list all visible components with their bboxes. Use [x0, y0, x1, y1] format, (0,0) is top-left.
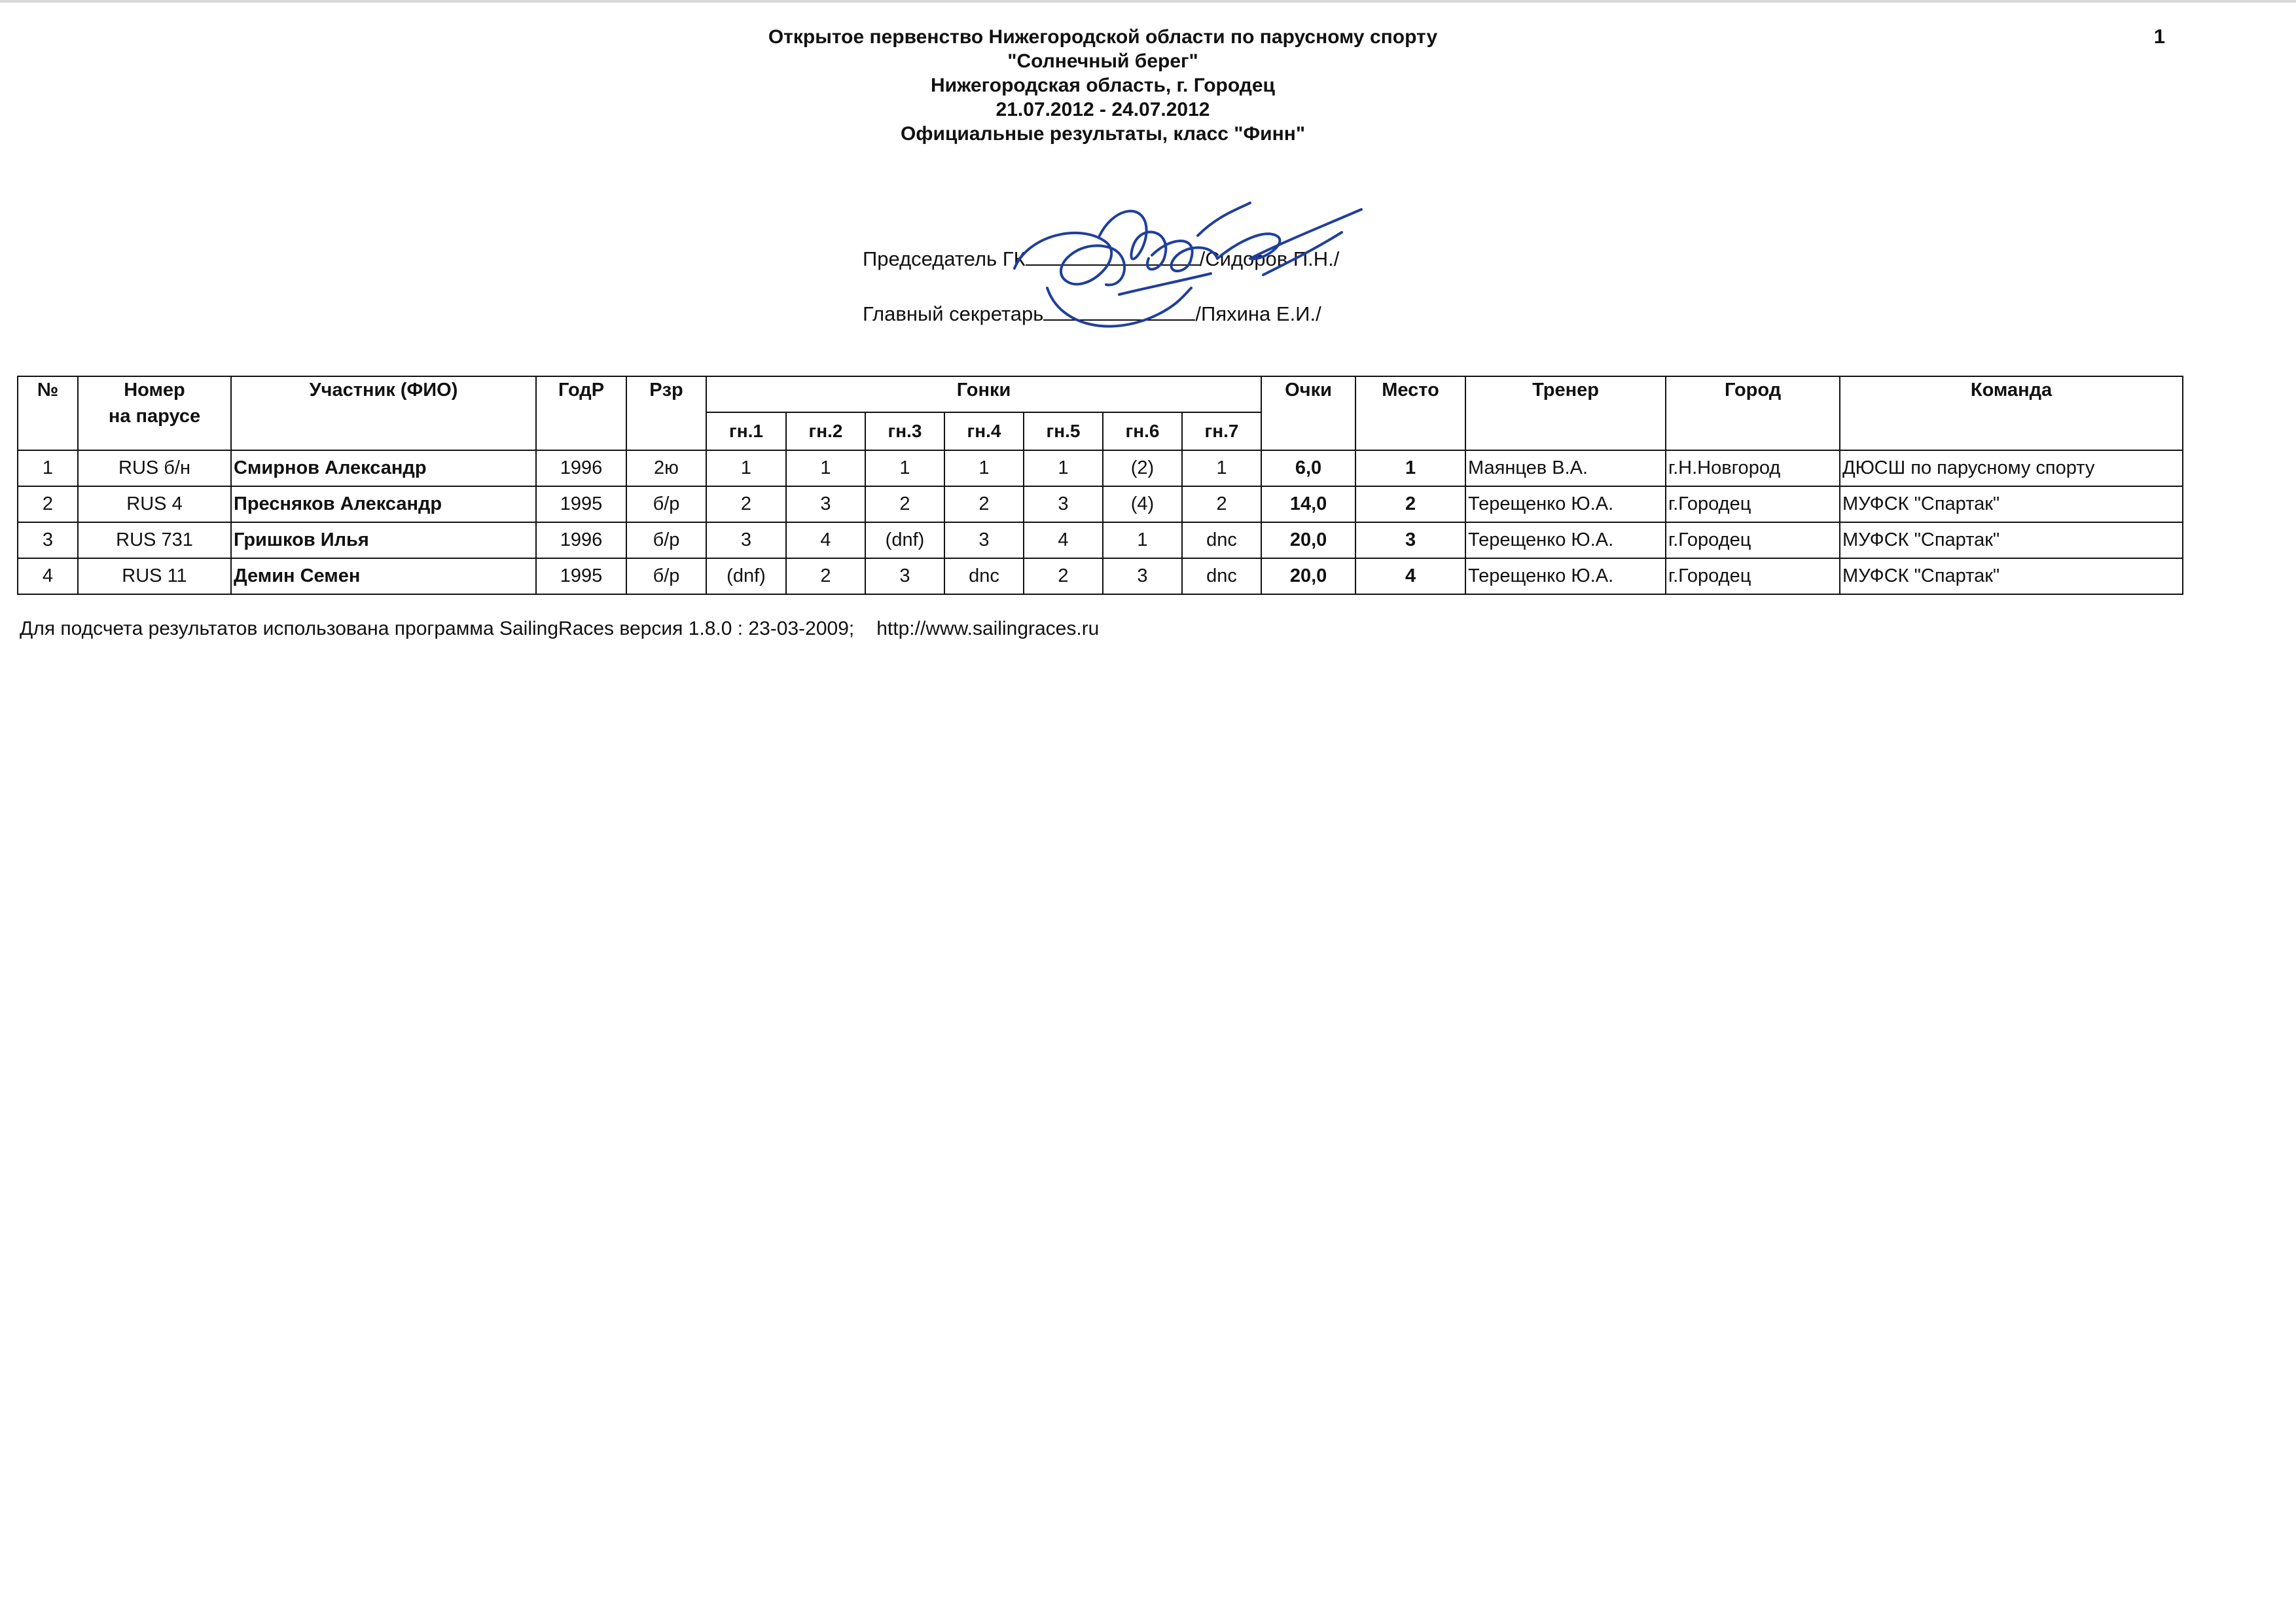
cell-points: 20,0 [1261, 558, 1355, 594]
footer-text: Для подсчета результатов использована программа SailingRaces версия 1.8.0 : 23-03-2009; [20, 618, 855, 639]
page-number: 1 [2153, 25, 2165, 48]
header-rank: Рзр [626, 376, 706, 450]
cell-race-7: dnc [1182, 558, 1261, 594]
cell-rank: б/р [626, 486, 706, 522]
cell-race-5: 4 [1024, 522, 1103, 558]
table-row [18, 558, 2183, 594]
cell-race-5: 1 [1024, 450, 1103, 486]
footer-note [20, 618, 1099, 640]
cell-race-4: 2 [944, 486, 1024, 522]
cell-coach: Терещенко Ю.А. [1465, 558, 1666, 594]
cell-birth-year: 1995 [536, 486, 626, 522]
header-race-4: гн.4 [944, 412, 1024, 450]
cell-race-6: (2) [1103, 450, 1182, 486]
cell-coach: Маянцев В.А. [1465, 450, 1666, 486]
cell-num: 2 [18, 486, 78, 522]
header-race-3: гн.3 [865, 412, 944, 450]
table-header-row [18, 376, 2183, 412]
header-birth-year: ГодР [536, 376, 626, 450]
cell-num: 1 [18, 450, 78, 486]
cell-team: МУФСК "Спартак" [1840, 558, 2183, 594]
header-dates: 21.07.2012 - 24.07.2012 [996, 99, 1210, 120]
header-event-name: "Солнечный берег" [1007, 50, 1198, 72]
cell-city: г.Н.Новгород [1666, 450, 1840, 486]
cell-race-2: 3 [786, 486, 865, 522]
header-place: Место [1355, 376, 1465, 450]
header-race-5: гн.5 [1024, 412, 1103, 450]
cell-city: г.Городец [1666, 486, 1840, 522]
cell-race-7: 1 [1182, 450, 1261, 486]
cell-birth-year: 1996 [536, 450, 626, 486]
cell-rank: б/р [626, 522, 706, 558]
cell-place: 1 [1355, 450, 1465, 486]
cell-name: Пресняков Александр [231, 486, 536, 522]
cell-name: Смирнов Александр [231, 450, 536, 486]
cell-num: 4 [18, 558, 78, 594]
cell-team: ДЮСШ по парусному спорту [1840, 450, 2183, 486]
chair-label: Председатель ГК [863, 247, 1026, 270]
cell-race-6: (4) [1103, 486, 1182, 522]
cell-sail: RUS б/н [78, 450, 231, 486]
header-races: Гонки [706, 376, 1261, 412]
cell-race-3: 2 [865, 486, 944, 522]
cell-race-2: 1 [786, 450, 865, 486]
cell-race-5: 3 [1024, 486, 1103, 522]
cell-race-3: 3 [865, 558, 944, 594]
cell-team: МУФСК "Спартак" [1840, 486, 2183, 522]
header-location: Нижегородская область, г. Городец [931, 75, 1275, 96]
cell-rank: б/р [626, 558, 706, 594]
cell-city: г.Городец [1666, 558, 1840, 594]
cell-race-1: 3 [706, 522, 786, 558]
cell-race-4: dnc [944, 558, 1024, 594]
header-race-7: гн.7 [1182, 412, 1261, 450]
chair-name: /Сидоров П.Н./ [1199, 247, 1340, 270]
cell-race-2: 2 [786, 558, 865, 594]
cell-birth-year: 1996 [536, 522, 626, 558]
cell-points: 20,0 [1261, 522, 1355, 558]
cell-num: 3 [18, 522, 78, 558]
header-coach: Тренер [1465, 376, 1666, 450]
document-header [0, 25, 2206, 146]
cell-race-1: (dnf) [706, 558, 786, 594]
cell-sail: RUS 731 [78, 522, 231, 558]
header-city: Город [1666, 376, 1840, 450]
cell-city: г.Городец [1666, 522, 1840, 558]
cell-coach: Терещенко Ю.А. [1465, 522, 1666, 558]
cell-coach: Терещенко Ю.А. [1465, 486, 1666, 522]
header-team: Команда [1840, 376, 2183, 450]
cell-race-4: 1 [944, 450, 1024, 486]
cell-place: 3 [1355, 522, 1465, 558]
cell-race-6: 3 [1103, 558, 1182, 594]
cell-race-2: 4 [786, 522, 865, 558]
cell-points: 14,0 [1261, 486, 1355, 522]
cell-sail: RUS 11 [78, 558, 231, 594]
cell-sail: RUS 4 [78, 486, 231, 522]
header-num: № [18, 376, 78, 450]
handwritten-signature [1001, 196, 1368, 347]
cell-birth-year: 1995 [536, 558, 626, 594]
cell-race-6: 1 [1103, 522, 1182, 558]
scan-edge [0, 0, 2296, 3]
cell-place: 2 [1355, 486, 1465, 522]
header-participant: Участник (ФИО) [231, 376, 536, 450]
cell-team: МУФСК "Спартак" [1840, 522, 2183, 558]
results-table [17, 376, 2183, 595]
secretary-name: /Пяхина Е.И./ [1195, 302, 1321, 325]
cell-rank: 2ю [626, 450, 706, 486]
cell-race-3: 1 [865, 450, 944, 486]
secretary-label: Главный секретарь [863, 302, 1044, 325]
header-race-6: гн.6 [1103, 412, 1182, 450]
header-race-1: гн.1 [706, 412, 786, 450]
cell-race-1: 2 [706, 486, 786, 522]
header-results-class: Официальные результаты, класс "Финн" [900, 123, 1306, 145]
footer-url-link[interactable]: http://www.sailingraces.ru [876, 618, 1100, 639]
cell-points: 6,0 [1261, 450, 1355, 486]
cell-name: Гришков Илья [231, 522, 536, 558]
cell-race-7: dnc [1182, 522, 1261, 558]
cell-race-5: 2 [1024, 558, 1103, 594]
table-row [18, 486, 2183, 522]
cell-race-7: 2 [1182, 486, 1261, 522]
header-sail-line-2: на парусе [108, 406, 201, 427]
header-title: Открытое первенство Нижегородской области по парусному спорту [768, 26, 1438, 48]
header-points: Очки [1261, 376, 1355, 450]
header-sail-line-1: Номер [124, 380, 185, 401]
cell-race-4: 3 [944, 522, 1024, 558]
table-row [18, 450, 2183, 486]
table-row [18, 522, 2183, 558]
cell-race-3: (dnf) [865, 522, 944, 558]
cell-place: 4 [1355, 558, 1465, 594]
cell-race-1: 1 [706, 450, 786, 486]
header-sail-number [78, 376, 231, 450]
header-race-2: гн.2 [786, 412, 865, 450]
cell-name: Демин Семен [231, 558, 536, 594]
